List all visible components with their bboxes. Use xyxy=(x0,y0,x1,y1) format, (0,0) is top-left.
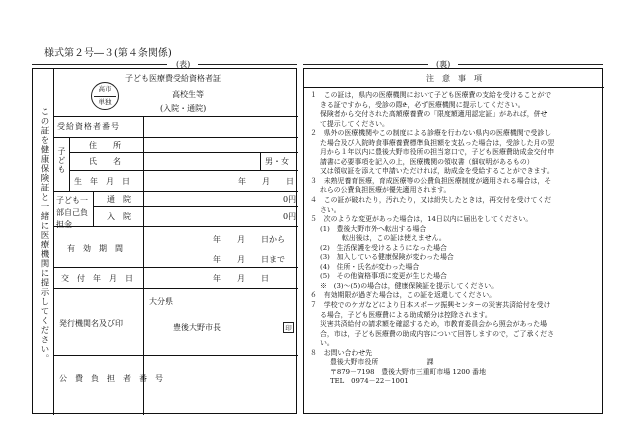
validity-to: 年 月 日まで xyxy=(213,255,285,264)
note-line: 災害共済給付の請求額を確認するため，市教育委員会から照会があった場 xyxy=(320,320,548,329)
inpatient-value: 0円 xyxy=(283,212,297,221)
issuer-label: 発行機関名及び印 xyxy=(59,319,123,328)
contact-office: 豊後大野市役所 xyxy=(330,358,379,367)
validity-from: 年 月 日から xyxy=(213,235,285,244)
note-line: (2) 生活保護を受けるようになった場合 xyxy=(320,243,447,252)
vertical-notice: この証を健康保険証と一緒に医療機関に提示してください。 xyxy=(39,107,49,364)
divider xyxy=(198,64,297,65)
contact-dept: 課 xyxy=(426,358,434,367)
contact-address: 〒879－7198 豊後大野市三重町市場 1200 番地 xyxy=(330,367,486,376)
divider xyxy=(32,64,167,65)
note-line: 月から１年以内に豊後大野市役所の担当窓口で，子ども医療費助成金交付申 xyxy=(320,148,555,157)
inpatient-label: 入 院 xyxy=(107,212,131,221)
seal-mark: 印 xyxy=(283,322,294,333)
note-line: (4) 住所・氏名が変わった場合 xyxy=(320,262,420,271)
note-line: れらの公費負担医療が優先適用されます。 xyxy=(320,186,451,195)
issue-date-value: 年 月 日 xyxy=(213,274,269,283)
note-line: ８ お問い合わせ先 xyxy=(310,348,373,357)
certificate-front xyxy=(32,68,297,414)
note-line: 保険者から交付された高額療養費の「限度額適用認定証」があれば，併せ xyxy=(320,110,548,119)
name-label: 氏 名 xyxy=(89,157,121,166)
note-line: る場合，子ども医療費による助成額分は控除されます。 xyxy=(320,310,492,319)
contact-line xyxy=(310,358,598,368)
outpatient-value: 0円 xyxy=(283,195,297,204)
outpatient-label: 通 院 xyxy=(107,195,131,204)
note-line: ５ 次のような変更があった場合は，14日以内に届出をしてください。 xyxy=(310,215,533,224)
certificate-title: 子ども医療費受給資格者証 xyxy=(125,74,221,83)
issuer-prefecture: 大分県 xyxy=(149,297,173,306)
note-line: (3) 加入している健康保険が変わった場合 xyxy=(320,253,454,262)
dob-value: 年 月 日 xyxy=(238,177,294,186)
note-line: い。 xyxy=(320,339,334,348)
note-line: ※ (3)～(5)の場合は，健康保険証を提示してください。 xyxy=(320,281,499,290)
divider xyxy=(458,64,603,65)
copay-label: 子ども一部自己負担金 xyxy=(56,196,88,229)
payer-number-label: 公 費 負 担 者 番 号 xyxy=(59,374,163,383)
note-line: た場合及び入院時食事療養費標準負担額を支払った場合は，受診した月の翌 xyxy=(320,138,555,147)
note-line: 請書に必要事項を記入の上，医療機関の領収書（細収明があるもの） xyxy=(320,157,534,166)
certificate-subtitle: 高校生等 xyxy=(172,90,204,99)
contact-tel: TEL 0974－22－1001 xyxy=(330,377,409,386)
note-line: 転出後は，この証は使えません。 xyxy=(342,234,446,243)
back-side-label: (裏) xyxy=(436,60,451,69)
note-line: ３ 未熟児養育医療，育成医療等の公費負担医療制度が適用される場合は，そ xyxy=(310,176,552,185)
note-line: さい。 xyxy=(320,205,341,214)
issuer-mayor: 豊後大野市長 xyxy=(173,323,221,332)
child-label: 子ども xyxy=(57,147,66,174)
stamp-mark: 高市 単独 xyxy=(91,82,119,110)
issue-date-label: 交 付 年 月 日 xyxy=(61,274,133,283)
note-line: ６ 有効期限が過ぎた場合は，この証を返還してください。 xyxy=(310,291,497,300)
note-line: ４ この証が破れたり，汚れたり，又は紛失したときは，再交付を受けてくだ xyxy=(310,196,552,205)
address-label: 住 所 xyxy=(89,141,121,150)
note-line: 又は領収証を添えて申請いただければ，助成金を受給することができます。 xyxy=(320,167,554,176)
form-label: 様式第２号―３(第４条関係) xyxy=(44,48,172,59)
validity-label: 有 効 期 間 xyxy=(67,244,123,253)
recipient-number-label: 受給資格者番号 xyxy=(57,122,120,131)
note-line: て提示してください。 xyxy=(320,119,389,128)
certificate-back xyxy=(303,68,603,414)
note-line: ７ 学校でのケガなどにより日本スポーツ振興センターの災害共済給付を受け xyxy=(310,301,551,310)
note-line: 合，市は，子ども医療費の助成内容について回答しますので，ご了承くださ xyxy=(320,329,555,338)
notes-heading: 注 意 事 項 xyxy=(426,74,482,83)
certificate-subtitle-type: (入院・通院) xyxy=(160,104,207,113)
notes-list xyxy=(310,91,598,387)
note-line: ２ 県外の医療機関やこの制度による診療を行わない県内の医療機関で受診し xyxy=(310,129,552,138)
front-side-label: (表) xyxy=(176,60,191,69)
note-line: (1) 豊後大野市外へ転出する場合 xyxy=(320,224,427,233)
note-line: きる証ですから，受診の際ድ，必ず医療機関に提示してください。 xyxy=(320,100,525,109)
note-line: (5) その他資格事項に変更が生じた場合 xyxy=(320,272,447,281)
gender-value: 男・女 xyxy=(265,157,289,166)
note-line: １ この証は，県内の医療機関において子ども医療費の支給を受けることがで xyxy=(310,91,552,99)
dob-label: 生 年 月 日 xyxy=(74,177,130,186)
divider xyxy=(303,64,428,65)
